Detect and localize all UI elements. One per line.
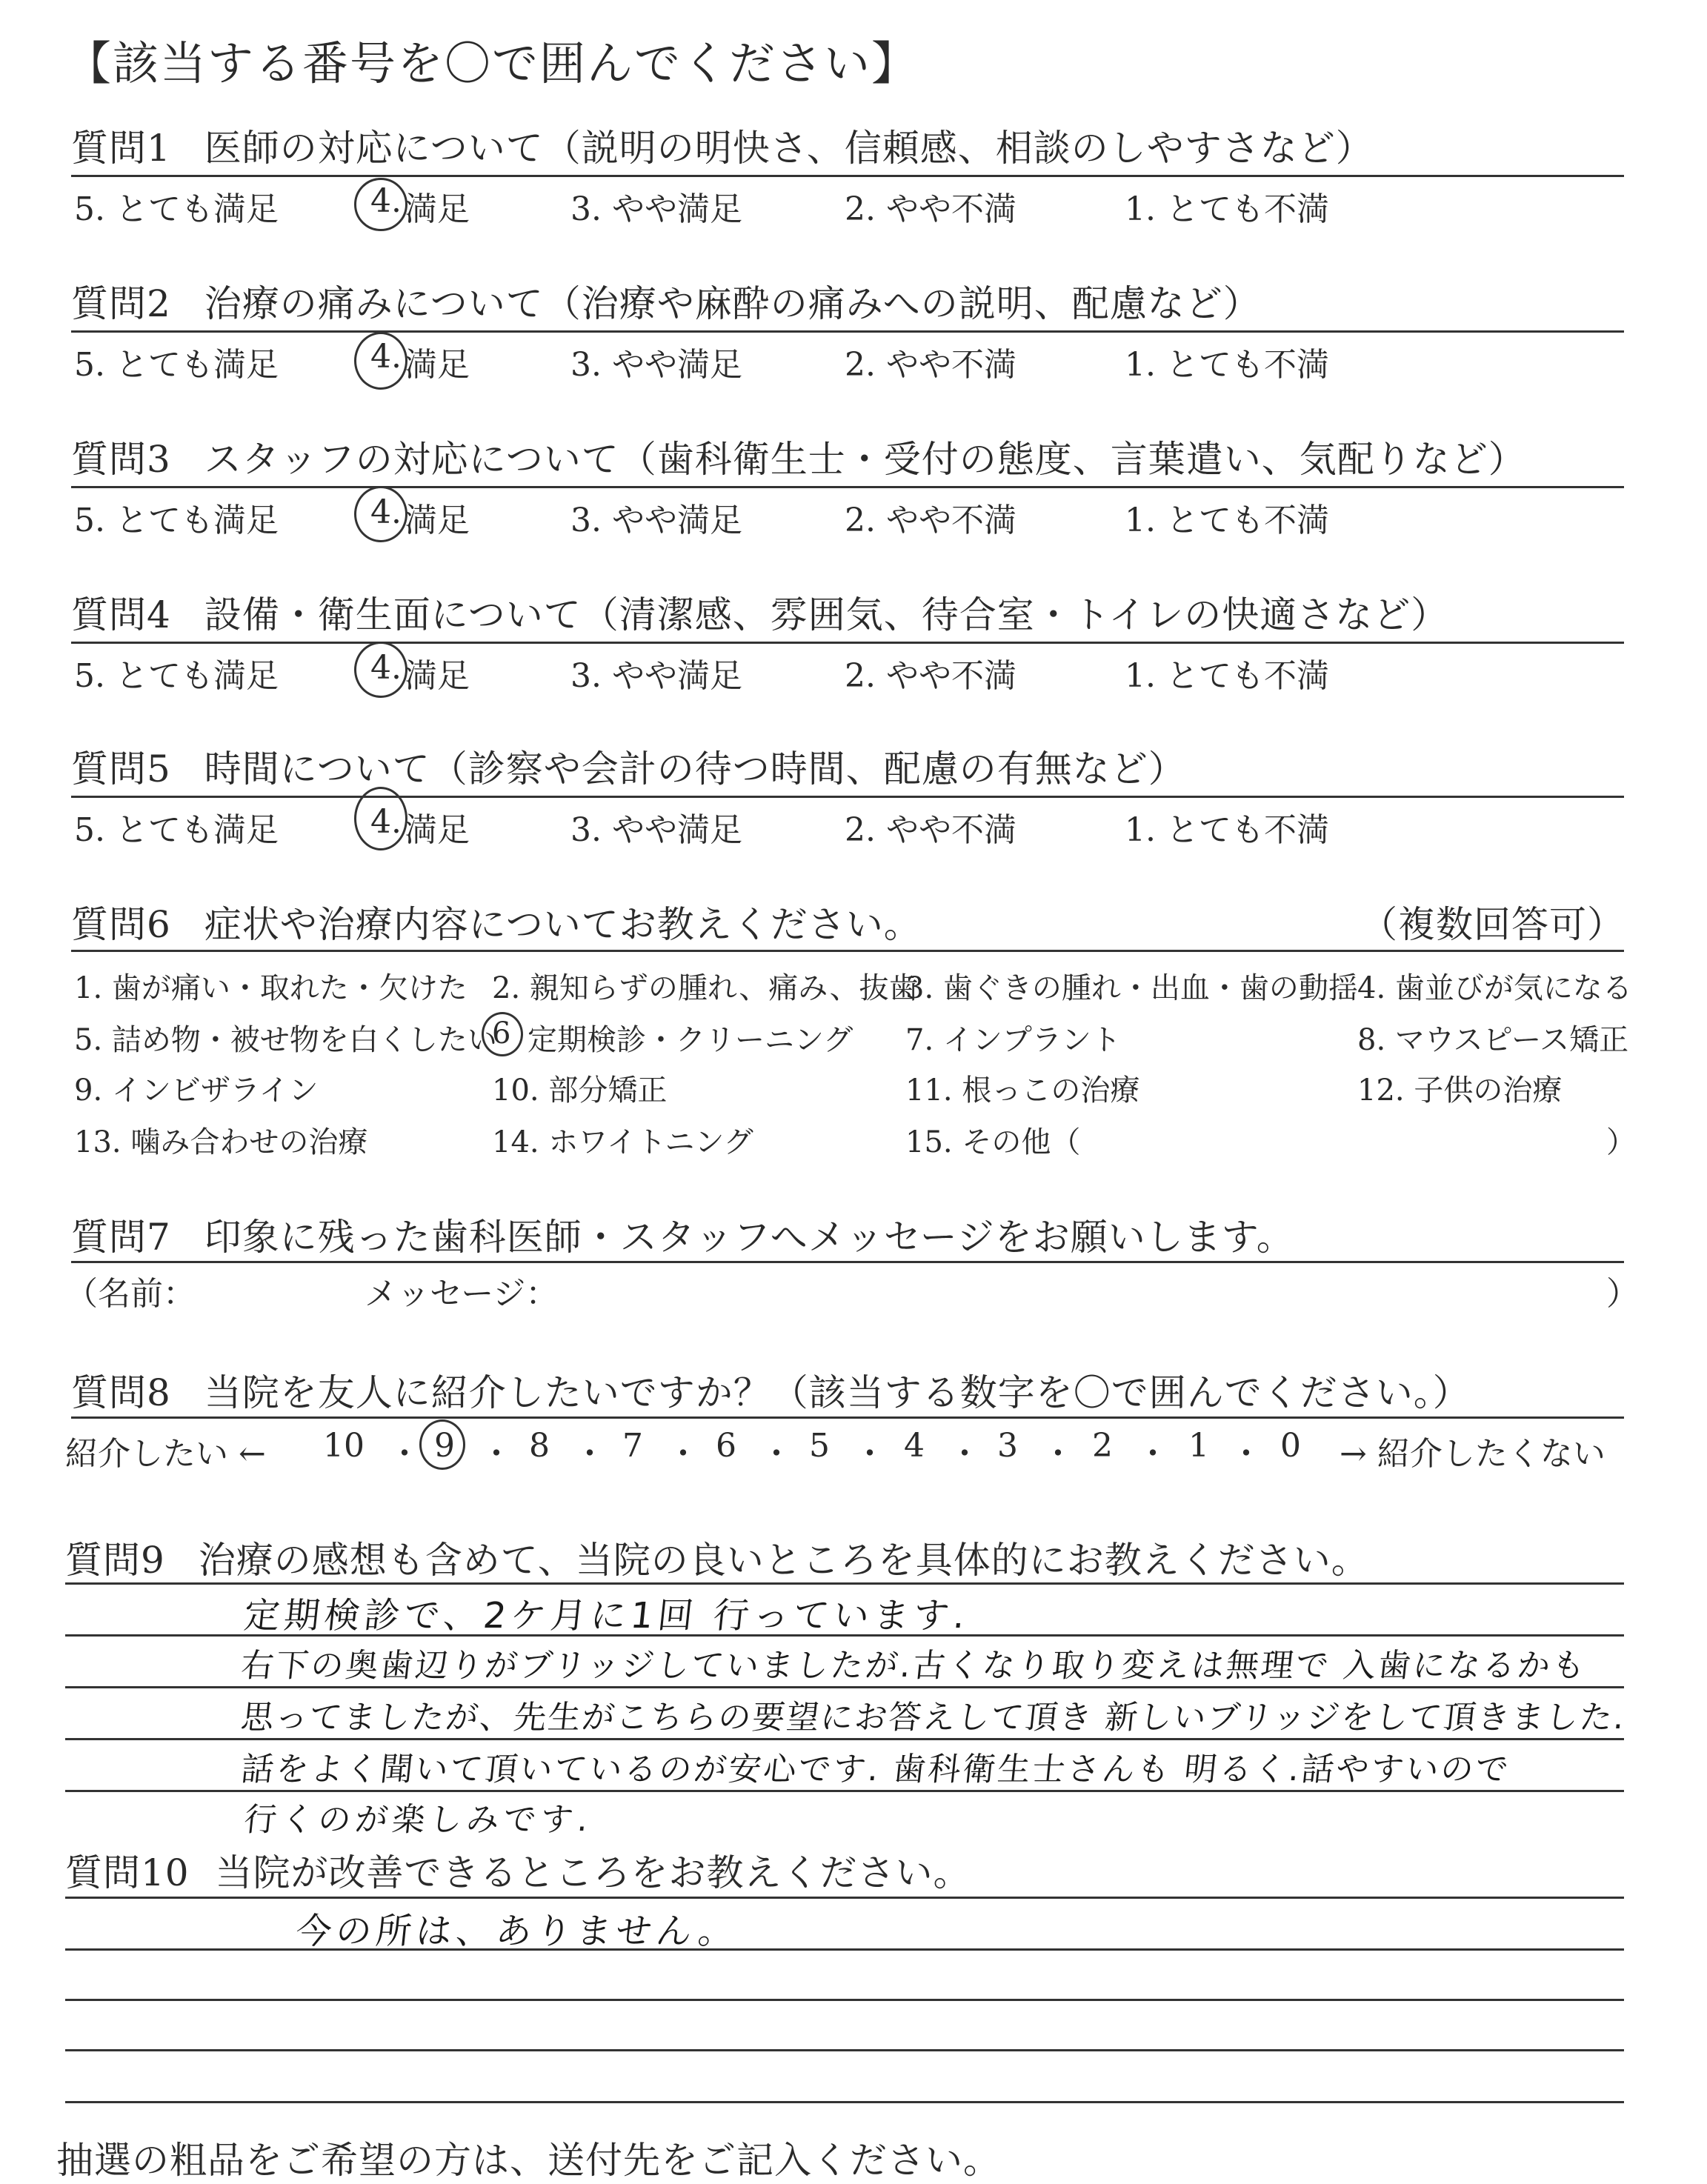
q5-selection-circle [354, 787, 407, 850]
q8-separator: ・ [573, 1435, 606, 1473]
question-9-heading [65, 1531, 1369, 1584]
question-2-label: 質問2 [71, 282, 171, 325]
question-2-rule [71, 330, 1624, 333]
q1-option-5[interactable]: 5. とても満足 [74, 190, 279, 228]
q4-option-1[interactable]: 1. とても不満 [1125, 657, 1329, 695]
q8-scale-4[interactable]: 4 [904, 1427, 925, 1465]
q8-separator: ・ [760, 1435, 793, 1473]
q5-option-3[interactable]: 3. やや満足 [570, 811, 742, 849]
q4-option-4-label[interactable]: 満足 [405, 657, 470, 695]
q8-scale-10[interactable]: 10 [323, 1427, 365, 1465]
answer-rule [65, 1897, 1624, 1899]
q2-option-4-label[interactable]: 満足 [405, 346, 470, 384]
q3-selection-circle [354, 486, 407, 542]
question-6-heading [71, 895, 922, 948]
q6-option-3[interactable]: 3. 歯ぐきの腫れ・出血・歯の動揺 [905, 971, 1358, 1005]
q8-separator: ・ [1042, 1435, 1074, 1473]
question-10-label: 質問10 [65, 1851, 190, 1894]
q5-option-4-number[interactable]: 4. [370, 803, 402, 841]
question-1-rule [71, 175, 1624, 177]
question-5-label: 質問5 [71, 748, 171, 790]
question-7-rule [71, 1261, 1624, 1263]
q1-option-4-label[interactable]: 満足 [405, 190, 470, 228]
question-7-label: 質問7 [71, 1216, 171, 1259]
q8-separator: ・ [948, 1435, 981, 1473]
q6-option-14[interactable]: 14. ホワイトニング [492, 1125, 753, 1159]
question-8-label: 質問8 [71, 1371, 171, 1414]
q3-option-2[interactable]: 2. やや不満 [845, 502, 1016, 539]
q2-option-5[interactable]: 5. とても満足 [74, 346, 279, 384]
q1-option-1[interactable]: 1. とても不満 [1125, 190, 1329, 228]
q1-option-2[interactable]: 2. やや不満 [845, 190, 1016, 228]
question-8-heading [71, 1363, 1471, 1416]
question-1-label: 質問1 [71, 127, 171, 170]
q4-selection-circle [354, 642, 407, 698]
question-6-rule [71, 950, 1624, 952]
q9-answer-line-5: 行くのが楽しみです. [242, 1801, 595, 1839]
q1-selection-circle [354, 178, 407, 231]
q8-scale-1[interactable]: 1 [1188, 1427, 1209, 1465]
question-5-text: 時間について（診察や会計の待つ時間、配慮の有無など） [204, 748, 1186, 790]
q8-separator: ・ [388, 1435, 421, 1473]
question-10-text: 当院が改善できるところをお教えください。 [215, 1851, 971, 1894]
answer-rule [65, 1999, 1624, 2001]
q3-option-1[interactable]: 1. とても不満 [1125, 502, 1329, 539]
q8-separator: ・ [667, 1435, 699, 1473]
answer-rule [65, 1790, 1624, 1792]
q2-option-3[interactable]: 3. やや満足 [570, 346, 742, 384]
q8-scale-3[interactable]: 3 [997, 1427, 1018, 1465]
question-4-heading [71, 585, 1448, 639]
q7-message-label: メッセージ： [365, 1275, 559, 1313]
q4-option-2[interactable]: 2. やや不満 [845, 657, 1016, 695]
question-4-text: 設備・衛生面について（清潔感、雰囲気、待合室・トイレの快適さなど） [204, 593, 1449, 636]
q10-answer-line-1: 今の所は、ありません。 [293, 1911, 741, 1952]
answer-rule [65, 1738, 1624, 1740]
q8-separator: ・ [480, 1435, 513, 1473]
q4-option-4-number[interactable]: 4. [370, 649, 402, 687]
q6-option-2[interactable]: 2. 親知らずの腫れ、痛み、抜歯 [492, 971, 919, 1005]
q8-scale-2[interactable]: 2 [1092, 1427, 1113, 1465]
question-5-rule [71, 796, 1624, 798]
q8-left-label: 紹介したい ← [65, 1435, 266, 1473]
q6-option-13[interactable]: 13. 噛み合わせの治療 [74, 1125, 368, 1159]
q8-scale-0[interactable]: 0 [1280, 1427, 1301, 1465]
answer-rule [65, 1686, 1624, 1688]
q6-option-7[interactable]: 7. インプラント [905, 1023, 1121, 1057]
q8-scale-9[interactable]: 9 [434, 1427, 455, 1465]
q2-option-4-number[interactable]: 4. [370, 338, 402, 376]
answer-rule [65, 1582, 1624, 1585]
question-1-text: 医師の対応について（説明の明快さ、信頼感、相談のしやすさなど） [204, 127, 1374, 170]
q6-selection-circle [482, 1012, 523, 1056]
q9-answer-line-2: 右下の奥歯辺りがブリッジしていましたが.古くなり取り変えは無理で 入歯になるかも [239, 1647, 1589, 1685]
q6-option-6-number[interactable]: 6 [492, 1016, 511, 1051]
q8-scale-6[interactable]: 6 [716, 1427, 736, 1465]
q4-option-5[interactable]: 5. とても満足 [74, 657, 279, 695]
q7-close: ） [1606, 1275, 1639, 1313]
question-7-text: 印象に残った歯科医師・スタッフへメッセージをお願いします。 [204, 1216, 1294, 1259]
q9-answer-line-4: 話をよく聞いて頂いているのが安心です. 歯科衛生士さんも 明るく.話やすいので [239, 1751, 1513, 1788]
q2-option-2[interactable]: 2. やや不満 [845, 346, 1016, 384]
question-4-label: 質問4 [71, 593, 171, 636]
question-3-label: 質問3 [71, 438, 171, 481]
q8-scale-7[interactable]: 7 [622, 1427, 643, 1465]
question-2-heading [71, 274, 1261, 327]
question-4-rule [71, 642, 1624, 644]
q6-option-12[interactable]: 12. 子供の治療 [1357, 1073, 1563, 1108]
question-5-heading [71, 739, 1186, 793]
question-10-heading [65, 1843, 971, 1897]
q3-option-5[interactable]: 5. とても満足 [74, 502, 279, 539]
q8-separator: ・ [1137, 1435, 1169, 1473]
q6-option-4[interactable]: 4. 歯並びが気になる [1357, 971, 1632, 1005]
q6-option-15-close: ） [1606, 1125, 1636, 1159]
q1-option-4-number[interactable]: 4. [370, 182, 402, 220]
q9-answer-line-3: 思ってましたが、先生がこちらの要望にお答えして頂き 新しいブリッジをして頂きました. [239, 1699, 1628, 1737]
question-6-label: 質問6 [71, 903, 171, 946]
q5-option-4-label[interactable]: 満足 [405, 811, 470, 849]
q8-scale-8[interactable]: 8 [529, 1427, 550, 1465]
q6-option-8[interactable]: 8. マウスピース矯正 [1357, 1023, 1629, 1057]
question-3-text: スタッフの対応について（歯科衛生士・受付の態度、言葉遣い、気配りなど） [204, 438, 1526, 481]
q2-selection-circle [354, 332, 407, 390]
q8-separator: ・ [854, 1435, 886, 1473]
q6-option-5[interactable]: 5. 詰め物・被せ物を白くしたい [74, 1023, 497, 1057]
question-8-rule [71, 1416, 1624, 1419]
q6-option-6-label[interactable]: 定期検診・クリーニング [528, 1023, 854, 1057]
q5-option-2[interactable]: 2. やや不満 [845, 811, 1016, 849]
question-2-text: 治療の痛みについて（治療や麻酔の痛みへの説明、配慮など） [204, 282, 1261, 325]
q8-scale-5[interactable]: 5 [809, 1427, 830, 1465]
q9-answer-line-1: 定期検診で、2ケ月に1回 行っています. [242, 1595, 972, 1637]
footer-instruction: 抽選の粗品をご希望の方は、送付先をご記入ください。 [56, 2139, 1001, 2182]
question-1-heading [71, 119, 1374, 172]
q8-selection-circle [419, 1419, 465, 1470]
q5-option-1[interactable]: 1. とても不満 [1125, 811, 1329, 849]
q8-right-label: → 紹介したくない [1340, 1435, 1605, 1473]
q6-option-10[interactable]: 10. 部分矯正 [492, 1073, 668, 1108]
q1-option-3[interactable]: 3. やや満足 [570, 190, 742, 228]
q5-option-5[interactable]: 5. とても満足 [74, 811, 279, 849]
q3-option-4-label[interactable]: 満足 [405, 502, 470, 539]
q8-separator: ・ [1230, 1435, 1262, 1473]
question-3-rule [71, 486, 1624, 488]
question-6-text: 症状や治療内容についてお教えください。 [204, 903, 922, 946]
q4-option-3[interactable]: 3. やや満足 [570, 657, 742, 695]
q6-option-15[interactable]: 15. その他（ [905, 1125, 1081, 1159]
q2-option-1[interactable]: 1. とても不満 [1125, 346, 1329, 384]
question-3-heading [71, 430, 1526, 483]
q6-option-1[interactable]: 1. 歯が痛い・取れた・欠けた [74, 971, 467, 1005]
q3-option-3[interactable]: 3. やや満足 [570, 502, 742, 539]
question-6-note: （複数回答可） [1360, 903, 1625, 946]
q6-option-9[interactable]: 9. インビザライン [74, 1073, 319, 1108]
q7-name-label: （名前： [65, 1275, 196, 1313]
q6-option-11[interactable]: 11. 根っこの治療 [905, 1073, 1140, 1108]
form-title: 【該当する番号を〇で囲んでください】 [65, 36, 919, 90]
question-9-label: 質問9 [65, 1539, 165, 1582]
question-8-text: 当院を友人に紹介したいですか？（該当する数字を〇で囲んでください。） [204, 1371, 1471, 1414]
answer-rule [65, 2049, 1624, 2051]
q3-option-4-number[interactable]: 4. [370, 493, 402, 531]
answer-rule [65, 2101, 1624, 2103]
question-9-text: 治療の感想も含めて、当院の良いところを具体的にお教えください。 [198, 1539, 1369, 1582]
question-7-heading [71, 1208, 1294, 1261]
